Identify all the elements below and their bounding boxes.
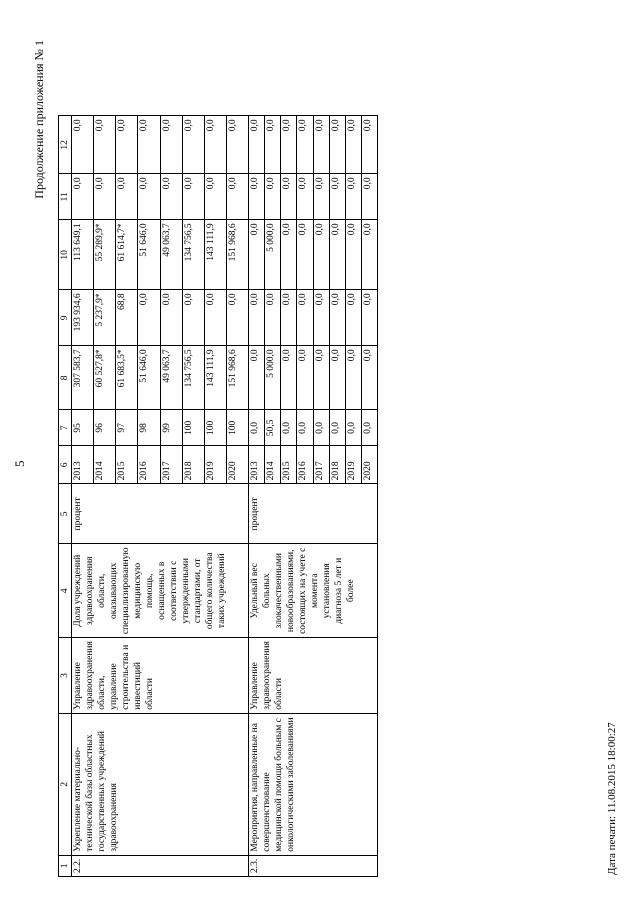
value-cell: 0,0 bbox=[329, 410, 345, 446]
year-cell: 2019 bbox=[345, 446, 361, 484]
value-cell: 0,0 bbox=[345, 174, 361, 220]
value-cell: 0,0 bbox=[116, 174, 138, 220]
year-cell: 2018 bbox=[182, 446, 204, 484]
value-cell: 0,0 bbox=[297, 174, 313, 220]
value-cell: 100 bbox=[204, 410, 226, 446]
value-cell: 0,0 bbox=[249, 116, 265, 174]
value-cell: 151 968,6 bbox=[226, 220, 248, 290]
year-cell: 2014 bbox=[94, 446, 116, 484]
section-number: 2.2. bbox=[72, 855, 249, 876]
value-cell: 0,0 bbox=[345, 220, 361, 290]
value-cell: 0,0 bbox=[345, 116, 361, 174]
value-cell: 113 649,1 bbox=[72, 220, 94, 290]
value-cell: 49 063,7 bbox=[160, 220, 182, 290]
continuation-title: Продолжение приложения № 1 bbox=[32, 40, 46, 199]
year-cell: 2016 bbox=[297, 446, 313, 484]
header-row bbox=[59, 116, 72, 877]
value-cell: 0,0 bbox=[116, 116, 138, 174]
value-cell: 0,0 bbox=[313, 346, 329, 410]
column-number: 6 bbox=[59, 446, 72, 484]
value-cell: 50,5 bbox=[265, 410, 281, 446]
value-cell: 134 756,5 bbox=[182, 220, 204, 290]
value-cell: 0,0 bbox=[72, 116, 94, 174]
value-cell: 5 237,9* bbox=[94, 290, 116, 346]
value-cell: 0,0 bbox=[265, 116, 281, 174]
value-cell: 0,0 bbox=[249, 410, 265, 446]
value-cell: 51 646,0 bbox=[138, 346, 160, 410]
value-cell: 60 527,8* bbox=[94, 346, 116, 410]
value-cell: 0,0 bbox=[138, 290, 160, 346]
column-number: 9 bbox=[59, 290, 72, 346]
value-cell: 0,0 bbox=[345, 290, 361, 346]
executor: Управление здравоохранения области bbox=[249, 638, 378, 714]
value-cell: 0,0 bbox=[160, 290, 182, 346]
year-cell: 2017 bbox=[160, 446, 182, 484]
value-cell: 0,0 bbox=[160, 174, 182, 220]
value-cell: 0,0 bbox=[313, 290, 329, 346]
year-cell: 2016 bbox=[138, 446, 160, 484]
value-cell: 0,0 bbox=[297, 116, 313, 174]
value-cell: 0,0 bbox=[249, 290, 265, 346]
activity-name: Укрепление материально-технической базы областных государственных учреждений здравоохранения bbox=[72, 713, 249, 855]
value-cell: 0,0 bbox=[226, 290, 248, 346]
value-cell: 49 063,7 bbox=[160, 346, 182, 410]
value-cell: 96 bbox=[94, 410, 116, 446]
year-cell: 2017 bbox=[313, 446, 329, 484]
value-cell: 61 683,5* bbox=[116, 346, 138, 410]
value-cell: 0,0 bbox=[204, 174, 226, 220]
value-cell: 0,0 bbox=[265, 290, 281, 346]
column-number: 10 bbox=[59, 220, 72, 290]
value-cell: 0,0 bbox=[265, 174, 281, 220]
value-cell: 0,0 bbox=[361, 346, 377, 410]
value-cell: 0,0 bbox=[94, 116, 116, 174]
value-cell: 99 bbox=[160, 410, 182, 446]
value-cell: 0,0 bbox=[281, 116, 297, 174]
value-cell: 0,0 bbox=[313, 220, 329, 290]
value-cell: 0,0 bbox=[182, 174, 204, 220]
value-cell: 0,0 bbox=[297, 410, 313, 446]
program-table bbox=[58, 115, 378, 877]
page-number: 5 bbox=[12, 460, 27, 467]
value-cell: 100 bbox=[182, 410, 204, 446]
value-cell: 0,0 bbox=[72, 174, 94, 220]
value-cell: 0,0 bbox=[345, 346, 361, 410]
value-cell: 95 bbox=[72, 410, 94, 446]
value-cell: 0,0 bbox=[226, 174, 248, 220]
value-cell: 0,0 bbox=[281, 290, 297, 346]
column-number: 12 bbox=[59, 116, 72, 174]
value-cell: 0,0 bbox=[94, 174, 116, 220]
executor: Управление здравоохранения области, управление строительства и инвестиций области bbox=[72, 638, 249, 714]
column-number: 1 bbox=[59, 855, 72, 876]
value-cell: 0,0 bbox=[281, 346, 297, 410]
value-cell: 0,0 bbox=[138, 116, 160, 174]
value-cell: 0,0 bbox=[281, 174, 297, 220]
value-cell: 0,0 bbox=[182, 290, 204, 346]
indicator-name: Удельный вес больных злокачественными новообразованиями, состоящих на учете с момента установления диагноза 5 лет и более bbox=[249, 544, 378, 638]
value-cell: 0,0 bbox=[345, 410, 361, 446]
column-number: 11 bbox=[59, 174, 72, 220]
value-cell: 0,0 bbox=[249, 220, 265, 290]
year-cell: 2018 bbox=[329, 446, 345, 484]
value-cell: 0,0 bbox=[329, 346, 345, 410]
value-cell: 0,0 bbox=[182, 116, 204, 174]
value-cell: 0,0 bbox=[249, 174, 265, 220]
value-cell: 68,8 bbox=[116, 290, 138, 346]
value-cell: 0,0 bbox=[329, 220, 345, 290]
value-cell: 0,0 bbox=[329, 174, 345, 220]
value-cell: 0,0 bbox=[297, 346, 313, 410]
value-cell: 5 000,0 bbox=[265, 346, 281, 410]
value-cell: 0,0 bbox=[313, 174, 329, 220]
value-cell: 0,0 bbox=[204, 290, 226, 346]
value-cell: 0,0 bbox=[297, 220, 313, 290]
year-cell: 2015 bbox=[116, 446, 138, 484]
value-cell: 98 bbox=[138, 410, 160, 446]
year-cell: 2013 bbox=[249, 446, 265, 484]
value-cell: 0,0 bbox=[138, 174, 160, 220]
value-cell: 61 614,7* bbox=[116, 220, 138, 290]
column-number: 2 bbox=[59, 713, 72, 855]
table-row bbox=[249, 116, 265, 877]
year-cell: 2013 bbox=[72, 446, 94, 484]
value-cell: 0,0 bbox=[249, 346, 265, 410]
year-cell: 2019 bbox=[204, 446, 226, 484]
value-cell: 51 646,0 bbox=[138, 220, 160, 290]
value-cell: 0,0 bbox=[313, 116, 329, 174]
year-cell: 2020 bbox=[361, 446, 377, 484]
value-cell: 307 583,7 bbox=[72, 346, 94, 410]
indicator-name: Доля учреждений здравоохранения области, оказывающих специализированную медицинскую помощь, оснащенных в соответствии с утвержденными стандартами, от общего количества таких учреждений bbox=[72, 544, 249, 638]
value-cell: 0,0 bbox=[329, 290, 345, 346]
section-number: 2.3. bbox=[249, 855, 378, 876]
value-cell: 134 756,5 bbox=[182, 346, 204, 410]
value-cell: 0,0 bbox=[329, 116, 345, 174]
value-cell: 0,0 bbox=[361, 220, 377, 290]
value-cell: 0,0 bbox=[281, 220, 297, 290]
column-number: 8 bbox=[59, 346, 72, 410]
print-date: Дата печати: 11.08.2015 18:00:27 bbox=[606, 722, 618, 875]
value-cell: 0,0 bbox=[361, 290, 377, 346]
value-cell: 0,0 bbox=[297, 290, 313, 346]
value-cell: 0,0 bbox=[281, 410, 297, 446]
value-cell: 0,0 bbox=[160, 116, 182, 174]
year-cell: 2020 bbox=[226, 446, 248, 484]
value-cell: 100 bbox=[226, 410, 248, 446]
value-cell: 143 111,9 bbox=[204, 346, 226, 410]
value-cell: 0,0 bbox=[226, 116, 248, 174]
value-cell: 0,0 bbox=[361, 174, 377, 220]
value-cell: 143 111,9 bbox=[204, 220, 226, 290]
value-cell: 55 289,9* bbox=[94, 220, 116, 290]
table-row bbox=[72, 116, 94, 877]
unit: процент bbox=[72, 484, 249, 544]
value-cell: 5 000,0 bbox=[265, 220, 281, 290]
value-cell: 151 968,6 bbox=[226, 346, 248, 410]
value-cell: 0,0 bbox=[313, 410, 329, 446]
value-cell: 0,0 bbox=[204, 116, 226, 174]
value-cell: 97 bbox=[116, 410, 138, 446]
column-number: 3 bbox=[59, 638, 72, 714]
value-cell: 0,0 bbox=[361, 410, 377, 446]
unit: процент bbox=[249, 484, 378, 544]
value-cell: 193 934,6 bbox=[72, 290, 94, 346]
column-number: 5 bbox=[59, 484, 72, 544]
year-cell: 2014 bbox=[265, 446, 281, 484]
column-number: 4 bbox=[59, 544, 72, 638]
activity-name: Мероприятия, направленные на совершенствование медицинской помощи больным с онкологическими заболеваниями bbox=[249, 713, 378, 855]
column-number: 7 bbox=[59, 410, 72, 446]
year-cell: 2015 bbox=[281, 446, 297, 484]
value-cell: 0,0 bbox=[361, 116, 377, 174]
